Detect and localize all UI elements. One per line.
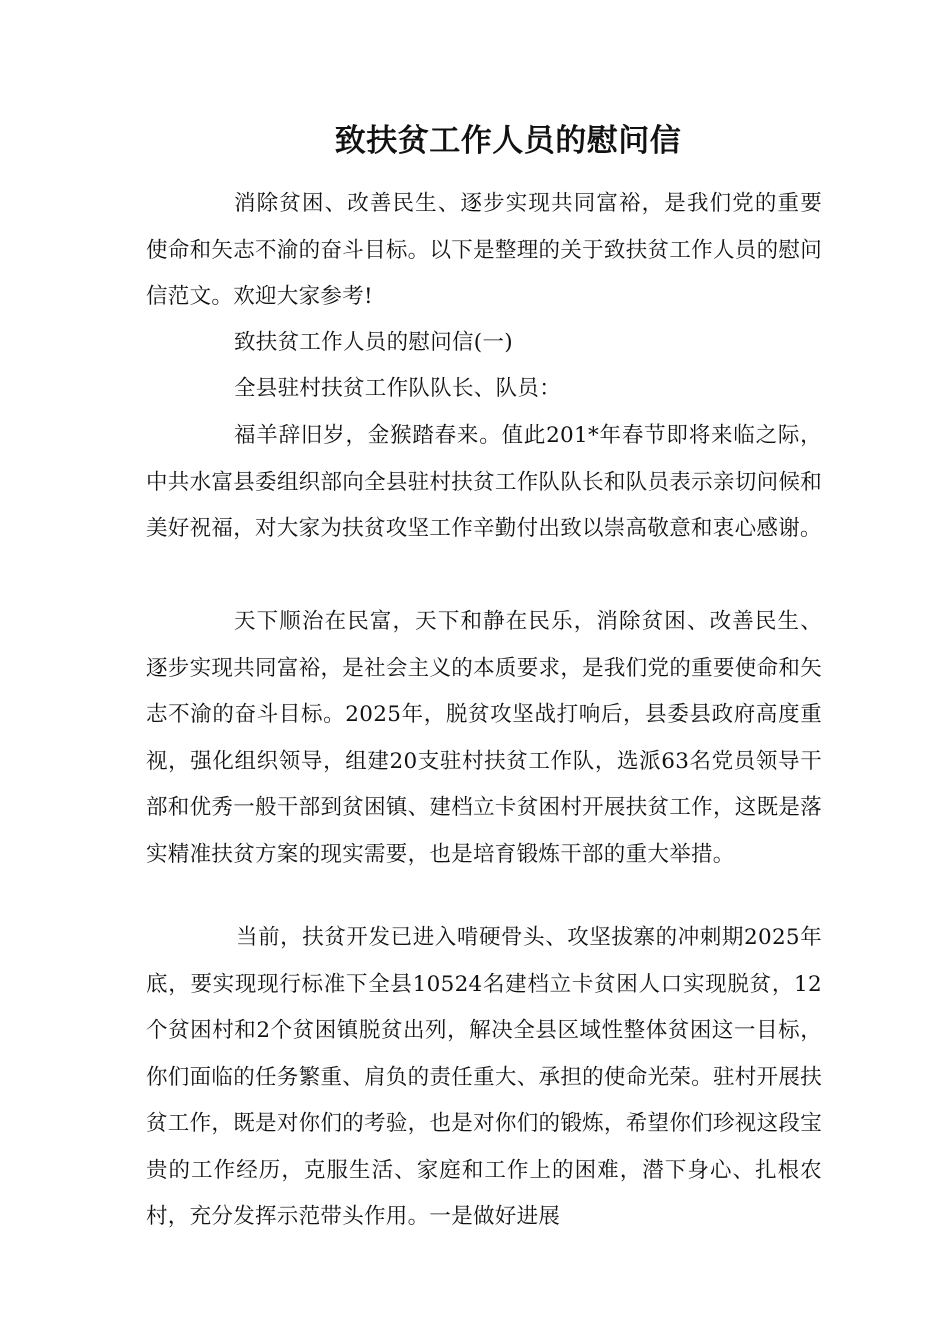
- body-paragraph-greeting: 福羊辞旧岁，金猴踏春来。值此201*年春节即将来临之际，中共水富县委组织部向全县驻村扶贫工作队队长和队员表示亲切问候和美好祝福，对大家为扶贫攻坚工作辛勤付出致以崇高敬意和衷心感谢。: [146, 423, 822, 541]
- body-paragraph-background: 天下顺治在民富，天下和静在民乐，消除贫困、改善民生、逐步实现共同富裕，是社会主义的本质要求，是我们党的重要使命和矢志不渝的奋斗目标。2025年，脱贫攻坚战打响后，县委县政府高度重视，强化组织领导，组建20支驻村扶贫工作队，选派63名党员领导干部和优秀一般干部到贫困镇、建档立卡贫困村开展扶贫工作，这既是落实精准扶贫方案的现实需要，也是培育锻炼干部的重大举措。: [146, 609, 822, 867]
- letter-heading: 致扶贫工作人员的慰问信(一): [234, 330, 513, 355]
- intro-paragraph: 消除贫困、改善民生、逐步实现共同富裕，是我们党的重要使命和矢志不渝的奋斗目标。以下是整理的关于致扶贫工作人员的慰问信范文。欢迎大家参考!: [146, 191, 822, 309]
- letter-salutation: 全县驻村扶贫工作队队长、队员：: [234, 376, 562, 401]
- body-paragraph-current-task: 当前，扶贫开发已进入啃硬骨头、攻坚拔寨的冲刺期2025年底，要实现现行标准下全县10524名建档立卡贫困人口实现脱贫，12个贫困村和2个贫困镇脱贫出列，解决全县区域性整体贫困这一目标，你们面临的任务繁重、肩负的责任重大、承担的使命光荣。驻村开展扶贫工作，既是对你们的考验，也是对你们的锻炼，希望你们珍视这段宝贵的工作经历，克服生活、家庭和工作上的困难，潜下身心、扎根农村，充分发挥示范带头作用。一是做好进展: [146, 925, 822, 1229]
- document-title: 致扶贫工作人员的慰问信: [334, 123, 682, 159]
